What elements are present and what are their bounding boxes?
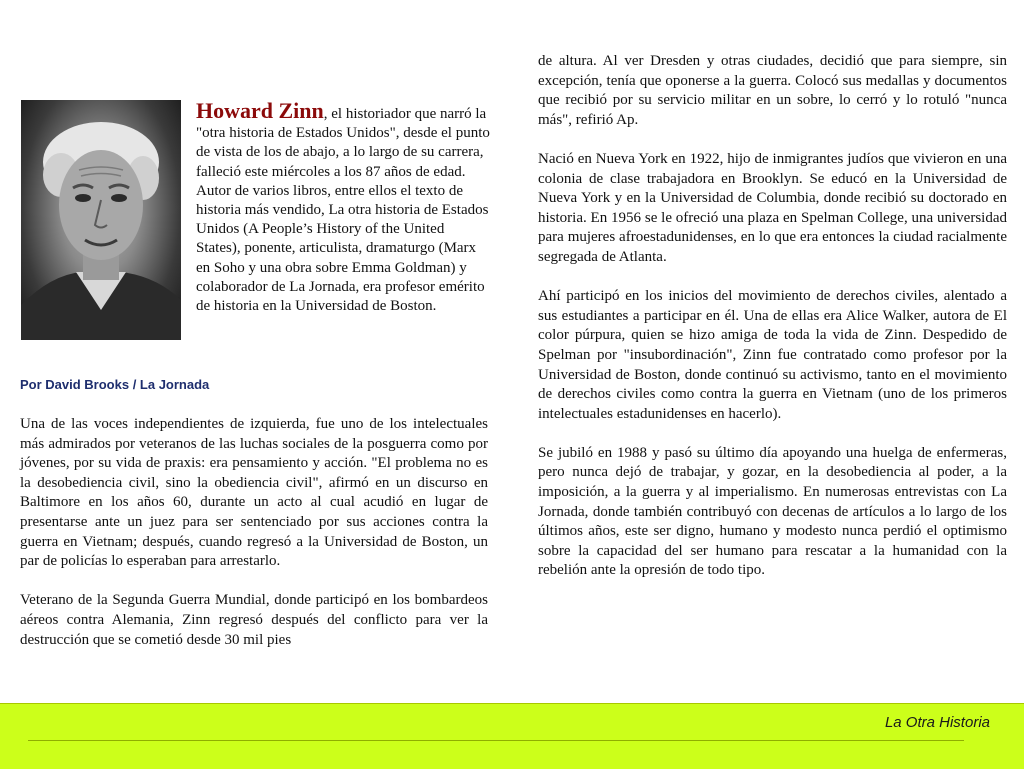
portrait-image [21, 100, 181, 340]
footer-divider [28, 740, 964, 741]
author-portrait [21, 100, 181, 340]
footer-bar [0, 703, 1024, 769]
footer-brand: La Otra Historia [884, 714, 990, 731]
body-paragraph: Nació en Nueva York en 1922, hijo de inmigrantes judíos que vivieron en una colonia de clase trabajadora en Brooklyn. Se educó en la Universidad de Nueva York y en la Universidad de Columbia, donde recibió su doctorado en historia. En 1956 se le ofreció una plaza en Spelman College, una universidad para mujeres afroestadunidenses, en lo que era entonces la ciudad racialmente segregada de Atlanta. [538, 150, 1007, 265]
body-paragraph: Ahí participó en los inicios del movimiento de derechos civiles, alentado a sus estudiantes a participar en él. Una de ellas era Alice Walker, autora de El color púrpura, quien se hizo amiga de toda la vida de Zinn. Despedido de Spelman por "insubordinación", Zinn fue contratado como profesor por la Universidad de Boston, donde continuó su activismo, tanto en el movimiento de derechos civiles como contra la guerra en Vietnam (uno de los primeros intelectuales estadunidenses en hacerlo). [538, 288, 1007, 422]
article-byline: Por David Brooks / La Jornada [20, 377, 210, 392]
body-paragraph: de altura. Al ver Dresden y otras ciudades, decidió que para siempre, sin excepción, tenía que oponerse a la guerra. Colocó sus medallas y documentos que recibió por su servicio militar en un sobre, lo cerró y lo rotuló "nunca más", refirió Ap. [538, 53, 1007, 128]
body-paragraph: Una de las voces independientes de izquierda, fue uno de los intelectuales más admirados por veteranos de las luchas sociales de la posguerra como por jóvenes, por su vida de praxis: era pensamiento y acción. "El problema no es la desobediencia civil, sino la obediencia civil", afirmó en un discurso en Baltimore en los años 60, durante un acto al cual acudió en lugar de presentarse ante un juez para ser sentenciado por sus acciones contra la guerra en Vietnam; después, cuando regresó a la Universidad de Boston, un par de policías lo esperaban para arrestarlo. [20, 416, 488, 570]
right-column [538, 52, 1007, 601]
body-paragraph: Veterano de la Segunda Guerra Mundial, donde participó en los bombardeos aéreos contra Alemania, Zinn regresó después del conflicto para ver la destrucción que se cometió desde 30 mil pies [20, 592, 488, 648]
left-column [20, 415, 488, 670]
body-paragraph: Se jubiló en 1988 y pasó su último día apoyando una huelga de enfermeras, pero nunca dejó de trabajar, y gozar, en la desobediencia al poder, a la imposición, a la guerra y al imperialismo. En numerosas entrevistas con La Jornada, donde también contribuyó con decenas de artículos a lo largo de los últimos años, este ser digno, humano y modesto nunca perdió el optimismo sobre la capacidad del ser humano para rescatar a la humanidad con la rebelión ante la opresión de todo tipo. [538, 444, 1007, 579]
intro-paragraph [196, 98, 492, 316]
subject-name: Howard Zinn [196, 98, 324, 123]
intro-text: , el historiador que narró la "otra historia de Estados Unidos", desde el punto de vista de los de abajo, a lo largo de su carrera, falleció este miércoles a los 87 años de edad. Autor de varios libros, entre ellos el texto de historia más vendido, La otra historia de Estados Unidos (A People’s History of the United States), ponente, articulista, dramaturgo (Marx en Soho y una obra sobre Emma Goldman) y colaborador de La Jornada, era profesor emérito de historia en la Universidad de Boston. [196, 106, 490, 315]
